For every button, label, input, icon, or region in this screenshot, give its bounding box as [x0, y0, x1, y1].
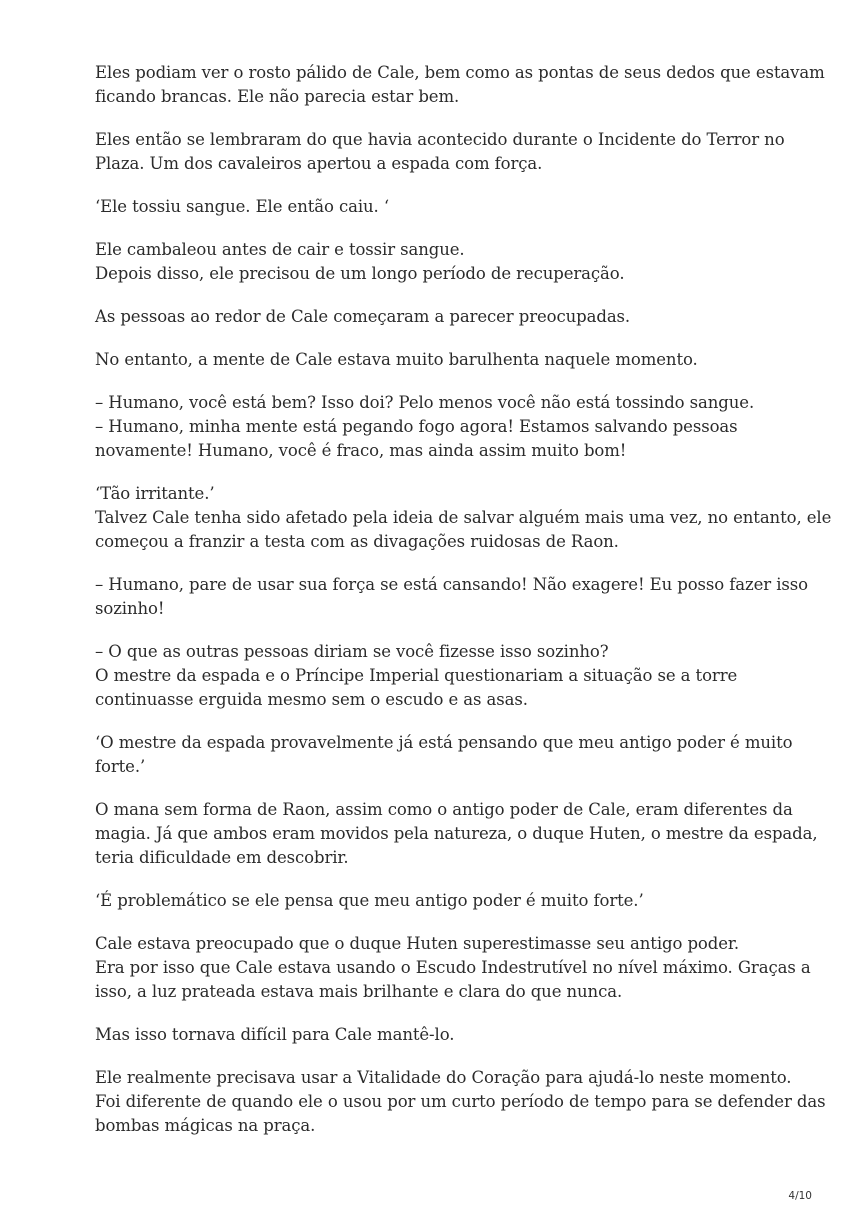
text-line: – O que as outras pessoas diriam se você fizesse isso sozinho? [95, 642, 609, 661]
text-line: magia. Já que ambos eram movidos pela natureza, o duque Huten, o mestre da espada, [95, 824, 818, 843]
page-number: 4/10 [788, 1190, 812, 1202]
text-line: continuasse erguida mesmo sem o escudo e as asas. [95, 690, 528, 709]
paragraph-13 [95, 889, 785, 913]
text-line: Mas isso tornava difícil para Cale mantê-lo. [95, 1025, 455, 1044]
text-line: ‘O mestre da espada provavelmente já está pensando que meu antigo poder é muito [95, 733, 793, 752]
text-line: Ele cambaleou antes de cair e tossir sangue. [95, 240, 465, 259]
paragraph-16 [95, 1066, 826, 1138]
document-body [95, 61, 832, 1157]
text-line: ‘Tão irritante.’ [95, 484, 215, 503]
paragraph-10 [95, 640, 785, 712]
text-line: sozinho! [95, 599, 165, 618]
paragraph-5 [95, 305, 785, 329]
text-line: Depois disso, ele precisou de um longo período de recuperação. [95, 264, 625, 283]
text-line: O mana sem forma de Raon, assim como o antigo poder de Cale, eram diferentes da [95, 800, 793, 819]
text-line: forte.’ [95, 757, 146, 776]
text-line: ‘É problemático se ele pensa que meu antigo poder é muito forte.’ [95, 891, 644, 910]
text-line: Foi diferente de quando ele o usou por um curto período de tempo para se defender das [95, 1092, 826, 1111]
text-line: – Humano, pare de usar sua força se está cansando! Não exagere! Eu posso fazer isso [95, 575, 808, 594]
text-line: Eles podiam ver o rosto pálido de Cale, bem como as pontas de seus dedos que estavam [95, 63, 825, 82]
text-line: teria dificuldade em descobrir. [95, 848, 349, 867]
text-line: começou a franzir a testa com as divagações ruidosas de Raon. [95, 532, 619, 551]
paragraph-11 [95, 731, 793, 779]
text-line: novamente! Humano, você é fraco, mas ainda assim muito bom! [95, 441, 627, 460]
text-line: Eles então se lembraram do que havia acontecido durante o Incidente do Terror no [95, 130, 785, 149]
text-line: Plaza. Um dos cavaleiros apertou a espada com força. [95, 154, 543, 173]
paragraph-14 [95, 932, 811, 1004]
paragraph-12 [95, 798, 818, 870]
paragraph-7 [95, 391, 785, 463]
paragraph-1 [95, 61, 825, 109]
paragraph-2 [95, 128, 785, 176]
paragraph-8 [95, 482, 832, 554]
text-line: Cale estava preocupado que o duque Huten superestimasse seu antigo poder. [95, 934, 739, 953]
text-line: bombas mágicas na praça. [95, 1116, 316, 1135]
text-line: ficando brancas. Ele não parecia estar bem. [95, 87, 460, 106]
paragraph-9 [95, 573, 808, 621]
paragraph-6 [95, 348, 785, 372]
text-line: O mestre da espada e o Príncipe Imperial questionariam a situação se a torre [95, 666, 738, 685]
paragraph-15 [95, 1023, 785, 1047]
text-line: Era por isso que Cale estava usando o Escudo Indestrutível no nível máximo. Graças a [95, 958, 811, 977]
text-line: ‘Ele tossiu sangue. Ele então caiu. ‘ [95, 197, 389, 216]
text-line: – Humano, minha mente está pegando fogo agora! Estamos salvando pessoas [95, 417, 738, 436]
text-line: – Humano, você está bem? Isso doi? Pelo menos você não está tossindo sangue. [95, 393, 755, 412]
text-line: As pessoas ao redor de Cale começaram a parecer preocupadas. [95, 307, 631, 326]
text-line: Talvez Cale tenha sido afetado pela ideia de salvar alguém mais uma vez, no entanto, ele [95, 508, 832, 527]
text-line: Ele realmente precisava usar a Vitalidade do Coração para ajudá-lo neste momento. [95, 1068, 792, 1087]
paragraph-4 [95, 238, 785, 286]
paragraph-3 [95, 195, 785, 219]
text-line: isso, a luz prateada estava mais brilhante e clara do que nunca. [95, 982, 623, 1001]
text-line: No entanto, a mente de Cale estava muito barulhenta naquele momento. [95, 350, 698, 369]
